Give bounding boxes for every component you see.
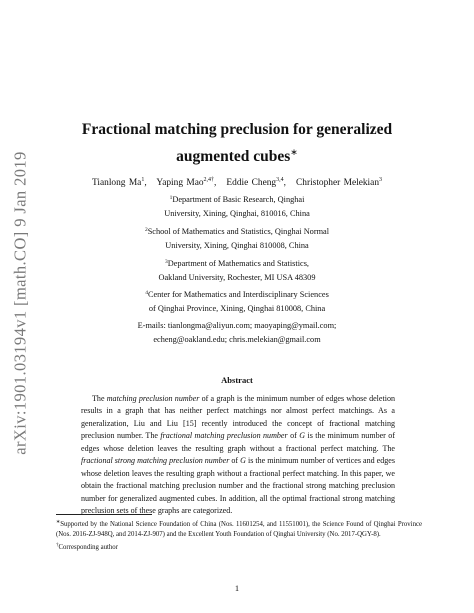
paper-title (60, 118, 414, 168)
title-line-2: augmented cubes∗ (176, 147, 298, 165)
title-line-1: Fractional matching preclusion for generalized (81, 121, 393, 138)
affiliation: $^4$Center for Mathematics and Interdisciplinary Sciences of Qinghai Province, Xining, Qinghai 810008, China (145, 290, 329, 314)
author: Yaping Mao$^{2,4\dagger}$ (156, 177, 215, 188)
arxiv-identifier-text: arXiv:1901.03194v1 [math.CO] 9 Jan 2019 (11, 151, 30, 455)
footnote-separator (56, 514, 152, 515)
page-number: 1 (234, 583, 240, 593)
author: Tianlong Ma$^1$ (91, 177, 145, 188)
arxiv-identifier-stamp (6, 138, 36, 468)
abstract-heading: Abstract (221, 375, 253, 385)
affiliation: $^3$Department of Mathematics and Statistics, Oakland University, Rochester, MI USA 48309 (158, 258, 316, 282)
abstract-body: The matching preclusion number of a graph is the minimum number of edges whose deletion results in a graph that has neither perfect matchings nor almost perfect matchings. As a generalization, Liu and Liu [15] recently introduced the concept of fractional matching preclusion number. The fractional matching preclusion number of G is the minimum number of edges whose deletion leaves the resulting graph without a fractional perfect matching. The fractional strong matching preclusion number of G is the minimum number of vertices and edges whose deletion leaves the resulting graph without a fractional perfect matching. In this paper, we obtain the fractional matching preclusion number and the fractional strong matching preclusion number for generalized augmented cubes. In addition, all the optimal fractional strong matching preclusion sets of these graphs are categorized. (81, 394, 396, 516)
footnotes (56, 518, 422, 553)
affiliations (60, 192, 414, 347)
author: Christopher Melekian$^3$ (296, 177, 383, 188)
author-emails: E-mails: tianlongma@aliyun.com; maoyaping@ymail.com; echeng@oakland.edu; chris.melekian@gmail.com (137, 321, 337, 345)
title-footnote-mark: ∗ (290, 147, 298, 157)
author-list: Tianlong Ma$^1$, Yaping Mao$^{2,4\dagger}$, Eddie Cheng$^{3,4}$, Christopher Melekian$^3$ (91, 177, 383, 188)
affiliation: $^1$Department of Basic Research, Qinghai University, Xining, Qinghai, 810016, China (164, 195, 310, 218)
author: Eddie Cheng$^{3,4}$ (226, 177, 284, 188)
footnote-funding: ∗Supported by the National Science Foundation of China (Nos. 11601254, and 11551001), the Science Found of Qinghai Province (Nos. 2016-ZJ-948Q, and 2014-ZJ-907) and the Excellent Youth Foundation of Qinghai University (No. 2017-QGY-8). (56, 520, 422, 539)
footnote-corresponding-author: †Corresponding author (56, 542, 118, 551)
affiliation: $^2$School of Mathematics and Statistics, Qinghai Normal University, Xining, Qinghai 810008, China (144, 226, 330, 250)
